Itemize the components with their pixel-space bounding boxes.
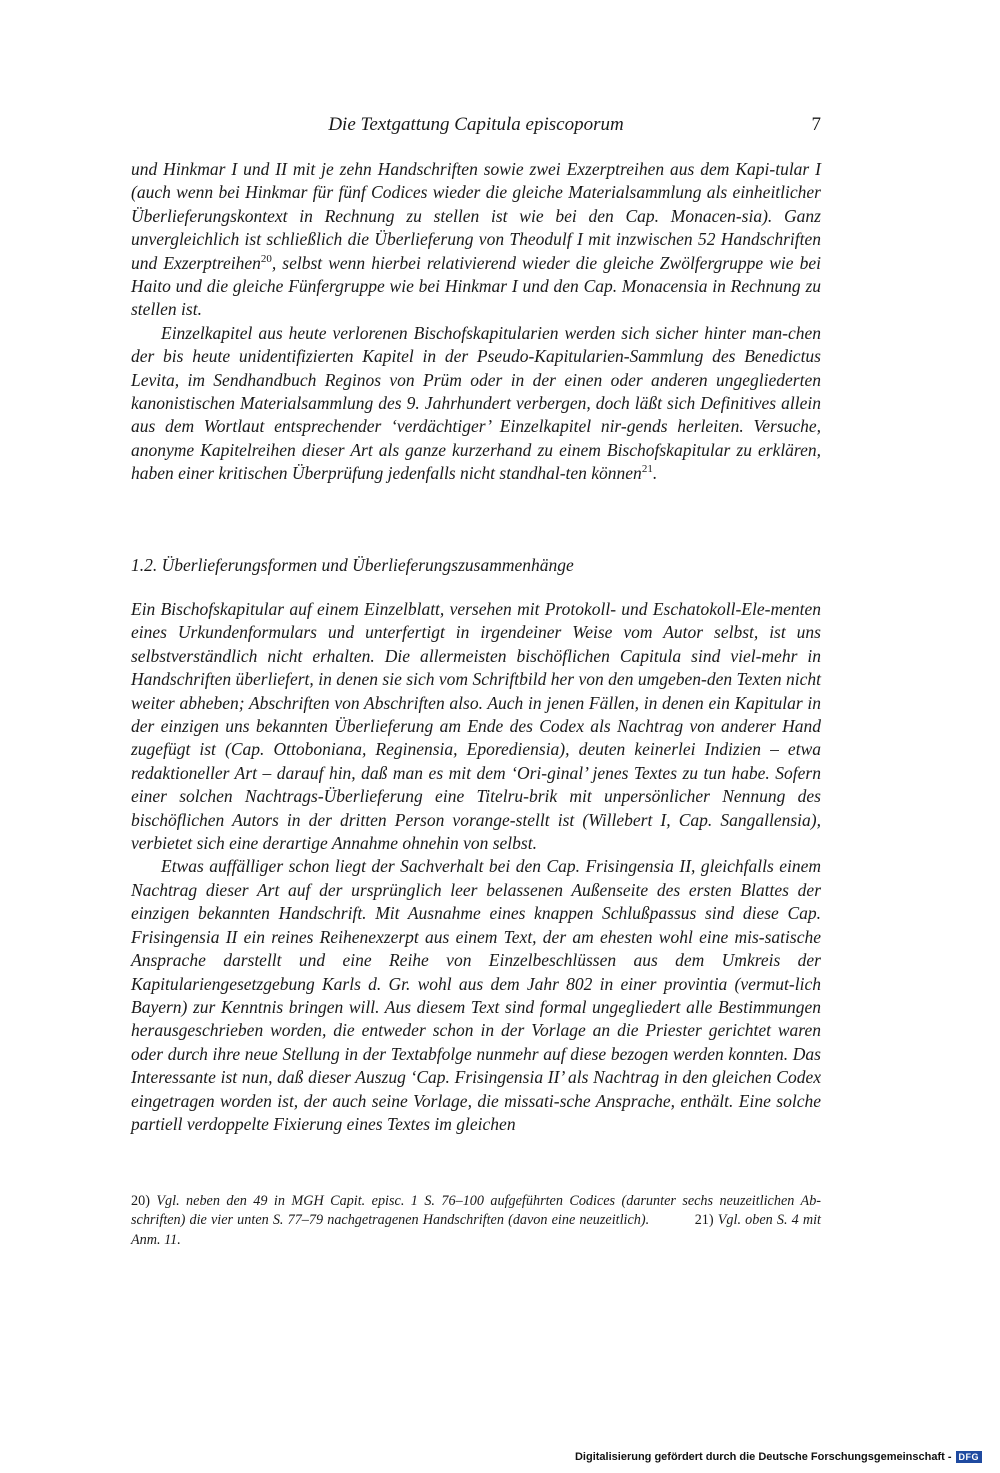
dfg-logo: DFG	[956, 1451, 983, 1463]
funding-credit	[575, 1451, 982, 1463]
running-title: Die Textgattung Capitula episcoporum	[328, 114, 624, 135]
page-number: 7	[811, 114, 821, 135]
paragraph-3: Ein Bischofskapitular auf einem Einzelblatt, versehen mit Protokoll- und Eschatokoll-Ele-menten eines Urkundenformulars und unterfertigt in irgendeiner Weise vom Autor selbst, ist uns selbstverständlich nicht erhalten. Die allermeisten bischöflichen Capitula sind viel-mehr in Handschriften überliefert, in denen sie sich vom Schriftbild her von den umgeben-den Texten nicht weiter abheben; Abschriften von Abschriften also. Auch in jenen Fällen, in denen ein Kapitular in der einzigen uns bekannten Überlieferung am Ende des Codex als Nachtrag von anderer Hand zugefügt ist (Cap. Ottoboniana, Reginensia, Eporediensia), deuten keinerlei Indizien – etwa redaktioneller Art – darauf hin, daß man es mit dem ‘Ori-ginal’ jenes Textes zu tun habe. Sofern einer solchen Nachtrags-Überlieferung eine Titelru-brik mit unpersönlicher Nennung des bischöflichen Autors in der dritten Person vorange-stellt ist (Willebert I, Cap. Sangallensia), verbietet sich eine derartige Annahme ohnehin von selbst.	[131, 599, 821, 854]
footnote-text-20: Vgl. neben den 49 in MGH Capit. episc. 1 S. 76–100 aufgeführten Codices (darunter sechs neuzeitlichen Ab-schriften) die vier unten S. 77–79 nachgetragenen Handschriften (davon eine neuzeitlich).	[131, 1193, 822, 1229]
credit-text: Digitalisierung gefördert durch die Deutsche Forschungsgemeinschaft -	[574, 1451, 952, 1463]
paragraph-1: und Hinkmar I und II mit je zehn Handschriften sowie zwei Exzerptreihen aus dem Kapi-tular I (auch wenn bei Hinkmar für fünf Codices wieder die gleiche Materialsammlung als einheitlicher Überlieferungskontext in Rechnung zu stellen ist wie bei den Cap. Monacen-sia). Ganz unvergleichlich ist schließlich die Überlieferung von Theodulf I mit inzwischen 52 Handschriften und Exzerptreihen$^{20}$, selbst wenn hierbei relativierend wieder die gleiche Zwölfergruppe wie bei Haito und die gleiche Fünfergruppe wie bei Hinkmar I und den Cap. Monacensia in Rechnung zu stellen ist.	[131, 159, 822, 320]
footnote-number-21: 21)	[694, 1212, 714, 1229]
body-text	[131, 158, 821, 486]
running-head	[131, 114, 821, 142]
footnote-text-21: Vgl. oben S. 4 mit Anm. 11.	[131, 1212, 822, 1248]
footnotes	[131, 1192, 821, 1250]
footnote-ref-20[interactable]: 20	[260, 252, 272, 265]
footnote-ref-21[interactable]: 21	[641, 463, 653, 476]
section-body	[131, 598, 821, 1136]
paragraph-2: Einzelkapitel aus heute verlorenen Bischofskapitularien werden sich sicher hinter man-chen der bis heute unidentifizierten Kapitel in der Pseudo-Kapitularien-Sammlung des Benedictus Levita, im Sendhandbuch Reginos von Prüm oder in der einen oder anderen ungegliederten kanonistischen Materialsammlung des 9. Jahrhundert verbergen, doch läßt sich Definitives allein aus dem Wortlaut entsprechender ‘verdächtiger’ Einzelkapitel nir-gends herleiten. Versuche, anonyme Kapitelreihen dieser Art als ganze kurzerhand zu einem Bischofskapitular zu erklären, haben einer kritischen Überprüfung jedenfalls nicht standhal-ten können$^{21}$.	[131, 322, 821, 484]
section-heading: 1.2. Überlieferungsformen und Überlieferungszusammenhänge	[131, 555, 574, 575]
paragraph-4: Etwas auffälliger schon liegt der Sachverhalt bei den Cap. Frisingensia II, gleichfalls einem Nachtrag dieser Art auf der ursprünglich leer belassenen Außenseite des ersten Blattes der einzigen bekannten Handschrift. Mit Ausnahme eines knappen Schlußpassus sind diese Cap. Frisingensia II ein reines Reihenexzerpt aus einem Text, der am ehesten wohl eine mis-satische Ansprache darstellt und eine Reihe von Einzelbeschlüssen aus dem Umkreis der Kapitulariengesetzgebung Karls d. Gr. wohl aus dem Jahr 802 in einer provintia (vermut-lich Bayern) zur Kenntnis bringen will. Aus diesem Text sind formal ungegliedert alle Bestimmungen herausgeschrieben worden, die entweder schon in der Vorlage an die Priester gerichtet waren oder durch ihre neue Stellung in der Textabfolge nunmehr auf diese bezogen werden konnten. Das Interessante ist nun, daß dieser Auszug ‘Cap. Frisingensia II’ als Nachtrag in den gleichen Codex eingetragen worden ist, der auch seine Vorlage, die missati-sche Ansprache, enthält. Eine solche partiell verdoppelte Fixierung eines Textes im gleichen	[131, 856, 821, 1134]
footnote-number-20: 20)	[131, 1193, 150, 1209]
